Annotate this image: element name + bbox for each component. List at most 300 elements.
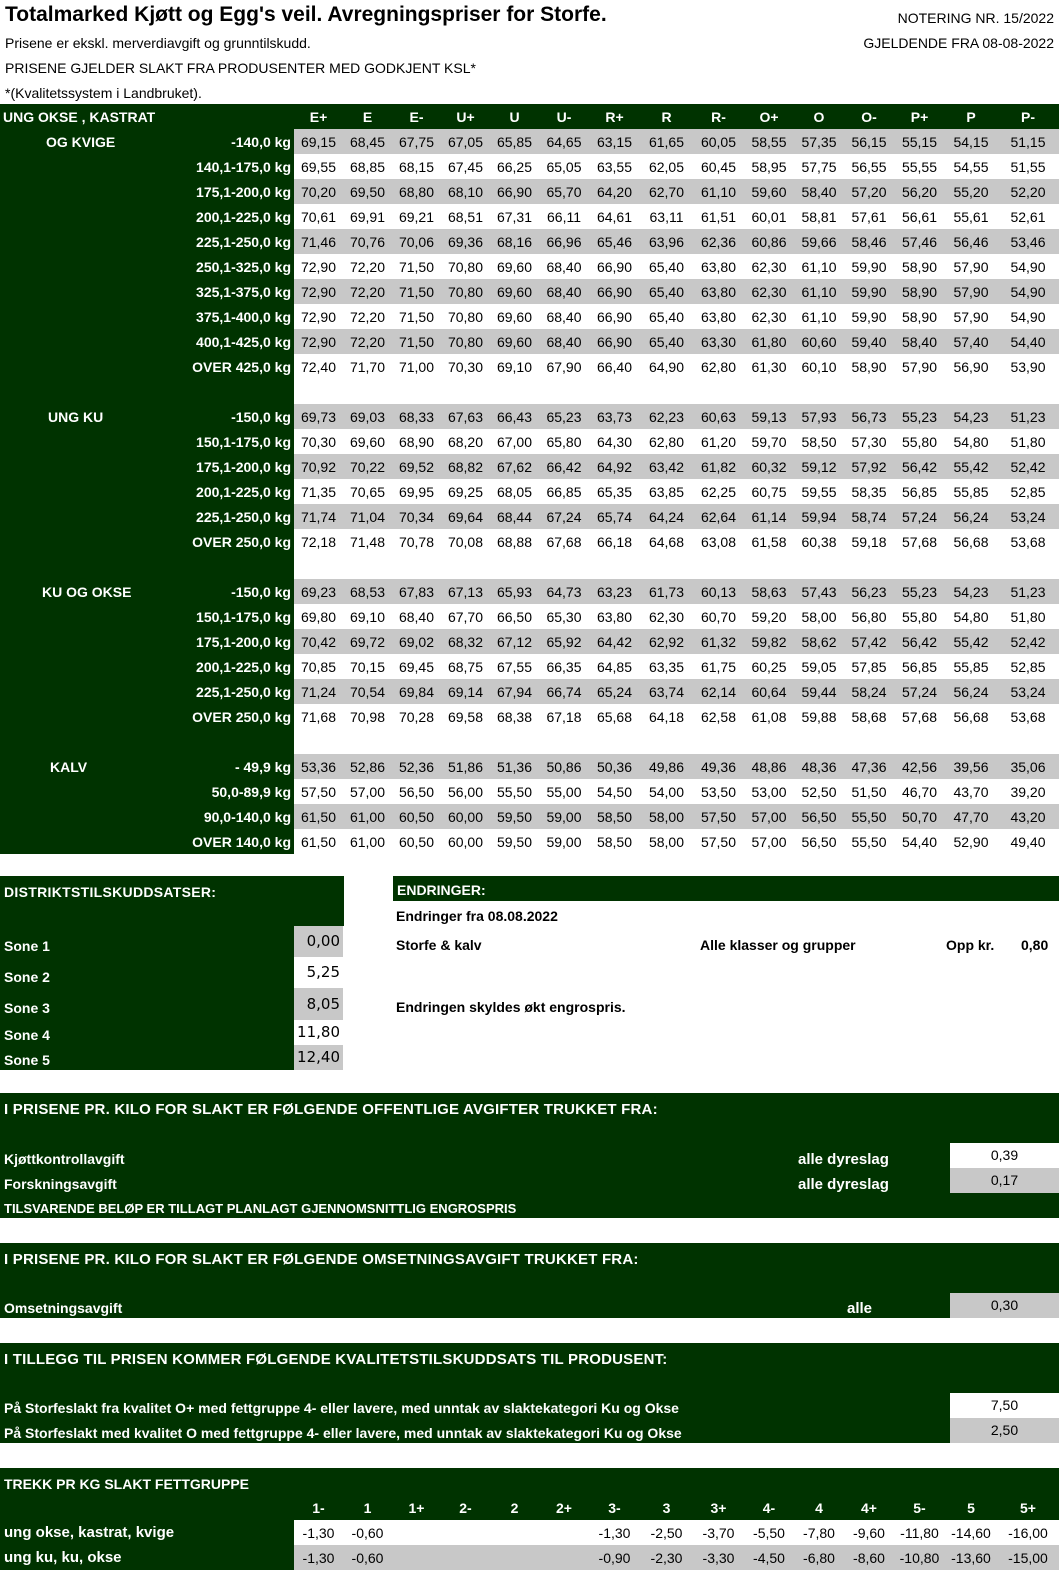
price-cell: 58,74 <box>844 504 894 529</box>
first-category-header: UNG OKSE , KASTRAT <box>0 104 294 129</box>
quality-subsidy-value-oplus: 7,50 <box>950 1393 1059 1418</box>
deduction-cell: -2,50 <box>640 1520 693 1545</box>
deduction-cell: -0,60 <box>343 1545 392 1570</box>
fee-value-kjottkontroll: 0,39 <box>950 1143 1059 1168</box>
weight-class-label: -140,0 kg <box>231 133 291 150</box>
public-fees-section <box>0 1093 1059 1218</box>
price-cell: 59,18 <box>844 529 894 554</box>
price-cell: 66,11 <box>539 204 589 229</box>
price-cell: 72,20 <box>343 329 392 354</box>
price-cell: 71,46 <box>294 229 343 254</box>
zone-label: Sone 1 <box>4 938 50 954</box>
price-cell: 55,55 <box>894 154 945 179</box>
price-cell: 69,72 <box>343 629 392 654</box>
price-cell: 70,80 <box>441 329 490 354</box>
price-cell: 62,30 <box>744 279 794 304</box>
price-cell: 62,64 <box>693 504 744 529</box>
price-cell: 58,24 <box>844 679 894 704</box>
endringer-title: ENDRINGER: <box>393 876 1059 901</box>
price-row <box>0 529 1059 554</box>
price-cell: 42,56 <box>894 754 945 779</box>
price-cell: 68,40 <box>539 304 589 329</box>
price-cell: 53,90 <box>997 354 1059 379</box>
grade-column-header: P <box>945 104 997 129</box>
deduction-cell <box>392 1545 441 1570</box>
price-cell: 53,24 <box>997 679 1059 704</box>
price-row <box>0 804 1059 829</box>
price-cell: 72,20 <box>343 279 392 304</box>
price-cell: 60,63 <box>693 404 744 429</box>
price-cell: 62,25 <box>693 479 744 504</box>
price-cell: 61,73 <box>640 579 693 604</box>
price-cell: 49,36 <box>693 754 744 779</box>
fat-deduction-header <box>0 1468 1059 1495</box>
price-cell: 67,05 <box>441 129 490 154</box>
district-subsidy-box <box>0 876 344 1070</box>
price-cell: 70,34 <box>392 504 441 529</box>
price-row <box>0 504 1059 529</box>
price-cell: 68,82 <box>441 454 490 479</box>
price-cell: 67,00 <box>490 429 539 454</box>
price-cell: 60,25 <box>744 654 794 679</box>
grade-column-header: R- <box>693 104 744 129</box>
subtitle-ksl-note: *(Kvalitetssystem i Landbruket). <box>5 85 202 101</box>
price-cell: 65,92 <box>539 629 589 654</box>
price-cell: 60,70 <box>693 604 744 629</box>
price-cell: 57,68 <box>894 529 945 554</box>
grade-column-header: R+ <box>589 104 640 129</box>
price-cell: 60,32 <box>744 454 794 479</box>
price-cell: 66,50 <box>490 604 539 629</box>
price-cell: 55,80 <box>894 604 945 629</box>
price-cell: 56,23 <box>844 579 894 604</box>
price-cell: 58,50 <box>794 429 844 454</box>
price-cell: 53,24 <box>997 504 1059 529</box>
price-cell: 61,50 <box>294 829 343 854</box>
price-cell: 70,65 <box>343 479 392 504</box>
price-cell: 54,00 <box>640 779 693 804</box>
price-table <box>0 104 1059 879</box>
price-cell: 63,55 <box>589 154 640 179</box>
price-cell: 68,90 <box>392 429 441 454</box>
price-cell: 61,10 <box>794 279 844 304</box>
price-cell: 68,53 <box>343 579 392 604</box>
price-cell: 70,06 <box>392 229 441 254</box>
price-cell: 69,91 <box>343 204 392 229</box>
fat-group-header: 5- <box>894 1495 945 1520</box>
quality-subsidy-label-oplus: På Storfeslakt fra kvalitet O+ med fettgruppe 4- eller lavere, med unntak av slaktekategori Ku og Okse <box>4 1400 679 1416</box>
price-cell: 70,78 <box>392 529 441 554</box>
price-cell: 70,85 <box>294 654 343 679</box>
price-cell: 70,22 <box>343 454 392 479</box>
price-cell: 60,01 <box>744 204 794 229</box>
price-cell: 55,15 <box>894 129 945 154</box>
fat-deduction-title: TREKK PR KG SLAKT FETTGRUPPE <box>4 1476 250 1492</box>
weight-class-label: 325,1-375,0 kg <box>196 283 291 300</box>
price-cell: 68,38 <box>490 704 539 729</box>
price-cell: 65,30 <box>539 604 589 629</box>
price-cell: 57,40 <box>945 329 997 354</box>
fee-note: TILSVARENDE BELØP ER TILLAGT PLANLAGT GJENNOMSNITTLIG ENGROSPRIS <box>4 1201 517 1216</box>
price-cell: 63,30 <box>693 329 744 354</box>
price-cell: 69,73 <box>294 404 343 429</box>
price-cell: 64,20 <box>589 179 640 204</box>
weight-class-label: - 49,9 kg <box>234 758 291 775</box>
price-cell: 56,50 <box>392 779 441 804</box>
fee-scope-forskning: alle dyreslag <box>798 1176 889 1193</box>
price-cell: 51,80 <box>997 604 1059 629</box>
price-cell: 54,90 <box>997 254 1059 279</box>
price-cell: 48,36 <box>794 754 844 779</box>
price-cell: 61,65 <box>640 129 693 154</box>
price-cell: 68,80 <box>392 179 441 204</box>
price-cell: 62,92 <box>640 629 693 654</box>
price-cell: 67,62 <box>490 454 539 479</box>
price-row <box>0 429 1059 454</box>
price-row <box>0 704 1059 729</box>
price-row <box>0 254 1059 279</box>
deduction-cell: -3,70 <box>693 1520 744 1545</box>
category-label: OG KVIGE <box>46 134 116 150</box>
price-cell: 55,50 <box>844 829 894 854</box>
weight-class-label: 250,1-325,0 kg <box>196 258 291 275</box>
grade-column-header: P- <box>997 104 1059 129</box>
price-cell: 52,85 <box>997 654 1059 679</box>
weight-class-label: 150,1-175,0 kg <box>196 608 291 625</box>
price-cell: 56,90 <box>945 354 997 379</box>
price-cell: 72,18 <box>294 529 343 554</box>
price-row <box>0 154 1059 179</box>
deduction-cell: -11,80 <box>894 1520 945 1545</box>
grade-column-header: E <box>343 104 392 129</box>
deduction-cell: -5,50 <box>744 1520 794 1545</box>
price-cell: 49,40 <box>997 829 1059 854</box>
price-row <box>0 179 1059 204</box>
public-fees-title: I PRISENE PR. KILO FOR SLAKT ER FØLGENDE OFFENTLIGE AVGIFTER TRUKKET FRA: <box>4 1101 658 1118</box>
price-row <box>0 304 1059 329</box>
deduction-cell: -2,30 <box>640 1545 693 1570</box>
price-cell: 69,14 <box>441 679 490 704</box>
deduction-cell: -0,90 <box>589 1545 640 1570</box>
sales-fee-scope: alle <box>847 1300 873 1317</box>
sales-fee-title: I PRISENE PR. KILO FOR SLAKT ER FØLGENDE OMSETNINGSAVGIFT TRUKKET FRA: <box>4 1251 639 1268</box>
price-cell: 57,00 <box>343 779 392 804</box>
price-cell: 58,81 <box>794 204 844 229</box>
price-cell: 63,85 <box>640 479 693 504</box>
price-cell: 71,74 <box>294 504 343 529</box>
price-cell: 69,10 <box>343 604 392 629</box>
price-cell: 56,15 <box>844 129 894 154</box>
price-cell: 54,50 <box>589 779 640 804</box>
price-table-header-row <box>0 104 1059 129</box>
fat-deduction-row <box>0 1545 1059 1570</box>
price-cell: 62,30 <box>744 254 794 279</box>
price-cell: 68,40 <box>539 329 589 354</box>
price-cell: 67,68 <box>539 529 589 554</box>
price-cell: 62,23 <box>640 404 693 429</box>
sales-fee-label: Omsetningsavgift <box>4 1300 123 1316</box>
category-label: KALV <box>50 759 88 775</box>
price-cell: 68,40 <box>539 279 589 304</box>
fat-group-header: 1- <box>294 1495 343 1520</box>
price-cell: 65,93 <box>490 579 539 604</box>
price-cell: 57,85 <box>844 654 894 679</box>
group-spacer-row <box>0 379 1059 404</box>
price-cell: 66,43 <box>490 404 539 429</box>
price-cell: 54,23 <box>945 579 997 604</box>
price-cell: 54,80 <box>945 604 997 629</box>
price-cell: 55,23 <box>894 404 945 429</box>
deduction-cell: -10,80 <box>894 1545 945 1570</box>
price-row <box>0 654 1059 679</box>
sales-fee-value: 0,30 <box>950 1293 1059 1318</box>
fat-group-header: 3 <box>640 1495 693 1520</box>
price-cell: 52,42 <box>997 454 1059 479</box>
price-cell: 70,80 <box>441 304 490 329</box>
price-cell: 68,10 <box>441 179 490 204</box>
price-cell: 58,00 <box>794 604 844 629</box>
price-cell: 53,50 <box>693 779 744 804</box>
price-cell: 55,85 <box>945 479 997 504</box>
price-cell: 61,80 <box>744 329 794 354</box>
price-cell: 69,60 <box>490 329 539 354</box>
price-cell: 57,75 <box>794 154 844 179</box>
price-cell: 65,40 <box>640 329 693 354</box>
price-cell: 60,00 <box>441 829 490 854</box>
price-cell: 50,36 <box>589 754 640 779</box>
price-cell: 64,61 <box>589 204 640 229</box>
valid-from-date: GJELDENDE FRA 08-08-2022 <box>863 35 1054 51</box>
price-cell: 55,20 <box>945 179 997 204</box>
weight-class-label: OVER 425,0 kg <box>192 358 291 375</box>
price-cell: 56,50 <box>794 829 844 854</box>
price-cell: 39,20 <box>997 779 1059 804</box>
endringer-scope: Alle klasser og grupper <box>700 937 856 953</box>
price-cell: 51,55 <box>997 154 1059 179</box>
price-row <box>0 129 1059 154</box>
price-cell: 72,20 <box>343 304 392 329</box>
price-cell: 66,35 <box>539 654 589 679</box>
price-cell: 65,74 <box>589 504 640 529</box>
price-cell: 68,88 <box>490 529 539 554</box>
price-cell: 65,35 <box>589 479 640 504</box>
price-cell: 57,68 <box>894 704 945 729</box>
price-cell: 71,50 <box>392 304 441 329</box>
price-cell: 64,90 <box>640 354 693 379</box>
deduction-cell: -1,30 <box>294 1545 343 1570</box>
price-cell: 65,85 <box>490 129 539 154</box>
price-row <box>0 604 1059 629</box>
price-cell: 58,40 <box>794 179 844 204</box>
price-cell: 71,04 <box>343 504 392 529</box>
price-cell: 53,46 <box>997 229 1059 254</box>
deduction-cell: -6,80 <box>794 1545 844 1570</box>
price-cell: 64,42 <box>589 629 640 654</box>
price-cell: 62,36 <box>693 229 744 254</box>
price-cell: 64,18 <box>640 704 693 729</box>
price-cell: 57,61 <box>844 204 894 229</box>
price-cell: 59,00 <box>539 829 589 854</box>
price-cell: 61,50 <box>294 804 343 829</box>
price-cell: 57,43 <box>794 579 844 604</box>
price-cell: 58,00 <box>640 829 693 854</box>
animal-category-label: ung ku, ku, okse <box>0 1545 294 1570</box>
price-cell: 50,86 <box>539 754 589 779</box>
deduction-cell: -8,60 <box>844 1545 894 1570</box>
price-cell: 70,20 <box>294 179 343 204</box>
price-cell: 61,75 <box>693 654 744 679</box>
category-label: KU OG OKSE <box>42 584 132 600</box>
price-cell: 71,70 <box>343 354 392 379</box>
price-cell: 66,40 <box>589 354 640 379</box>
endringer-date: Endringer fra 08.08.2022 <box>396 908 558 924</box>
zone-value: 0,00 <box>294 926 343 957</box>
price-cell: 66,42 <box>539 454 589 479</box>
subtitle-ksl: PRISENE GJELDER SLAKT FRA PRODUSENTER MED GODKJENT KSL* <box>5 60 476 76</box>
price-cell: 59,12 <box>794 454 844 479</box>
price-cell: 68,75 <box>441 654 490 679</box>
weight-class-label: 225,1-250,0 kg <box>196 508 291 525</box>
price-cell: 58,35 <box>844 479 894 504</box>
deduction-cell: -16,00 <box>997 1520 1059 1545</box>
zone-value: 12,40 <box>294 1045 343 1070</box>
price-cell: 69,15 <box>294 129 343 154</box>
fat-group-header: 5 <box>945 1495 997 1520</box>
price-cell: 62,80 <box>693 354 744 379</box>
price-cell: 61,10 <box>794 254 844 279</box>
price-cell: 51,36 <box>490 754 539 779</box>
weight-class-label: OVER 250,0 kg <box>192 708 291 725</box>
price-cell: 54,90 <box>997 279 1059 304</box>
price-cell: 57,90 <box>945 279 997 304</box>
category-label: UNG KU <box>48 409 104 425</box>
grade-column-header: O- <box>844 104 894 129</box>
price-cell: 43,20 <box>997 804 1059 829</box>
fat-group-header: 4+ <box>844 1495 894 1520</box>
notering-number: NOTERING NR. 15/2022 <box>897 10 1054 26</box>
weight-class-label: 375,1-400,0 kg <box>196 308 291 325</box>
price-cell: 47,36 <box>844 754 894 779</box>
price-cell: 69,52 <box>392 454 441 479</box>
price-cell: 65,80 <box>539 429 589 454</box>
deduction-cell: -0,60 <box>343 1520 392 1545</box>
fat-group-header: 1+ <box>392 1495 441 1520</box>
price-cell: 68,40 <box>539 254 589 279</box>
deduction-cell: -9,60 <box>844 1520 894 1545</box>
price-cell: 60,86 <box>744 229 794 254</box>
price-cell: 61,32 <box>693 629 744 654</box>
price-cell: 60,50 <box>392 804 441 829</box>
weight-class-label: -150,0 kg <box>231 408 291 425</box>
price-cell: 62,14 <box>693 679 744 704</box>
price-cell: 59,88 <box>794 704 844 729</box>
price-cell: 59,60 <box>744 179 794 204</box>
price-cell: 63,80 <box>693 254 744 279</box>
price-cell: 62,05 <box>640 154 693 179</box>
endringer-direction: Opp kr. <box>946 937 995 953</box>
price-cell: 54,23 <box>945 404 997 429</box>
price-cell: 60,75 <box>744 479 794 504</box>
price-cell: 52,86 <box>343 754 392 779</box>
price-cell: 69,55 <box>294 154 343 179</box>
price-cell: 56,55 <box>844 154 894 179</box>
price-cell: 59,50 <box>490 829 539 854</box>
price-cell: 65,40 <box>640 304 693 329</box>
grade-column-header: E- <box>392 104 441 129</box>
subtitle-vat: Prisene er ekskl. merverdiavgift og grunntilskudd. <box>5 35 311 51</box>
price-cell: 57,50 <box>693 804 744 829</box>
price-cell: 57,50 <box>693 829 744 854</box>
price-cell: 71,68 <box>294 704 343 729</box>
price-cell: 65,05 <box>539 154 589 179</box>
price-cell: 46,70 <box>894 779 945 804</box>
weight-class-label: 225,1-250,0 kg <box>196 683 291 700</box>
price-cell: 64,24 <box>640 504 693 529</box>
price-cell: 70,92 <box>294 454 343 479</box>
quality-subsidy-label-o: På Storfeslakt med kvalitet O med fettgruppe 4- eller lavere, med unntak av slaktekategori Ku og Okse <box>4 1425 682 1441</box>
weight-class-label: 50,0-89,9 kg <box>211 783 291 800</box>
price-cell: 61,10 <box>693 179 744 204</box>
price-cell: 35,06 <box>997 754 1059 779</box>
price-cell: 57,00 <box>744 829 794 854</box>
price-cell: 68,45 <box>343 129 392 154</box>
price-cell: 69,45 <box>392 654 441 679</box>
fat-deduction-row <box>0 1520 1059 1545</box>
price-row <box>0 354 1059 379</box>
price-cell: 68,40 <box>392 604 441 629</box>
price-cell: 67,24 <box>539 504 589 529</box>
price-row <box>0 754 1059 779</box>
price-cell: 59,70 <box>744 429 794 454</box>
weight-class-label: 225,1-250,0 kg <box>196 233 291 250</box>
zone-label: Sone 3 <box>4 1000 50 1016</box>
price-cell: 67,63 <box>441 404 490 429</box>
price-cell: 57,35 <box>794 129 844 154</box>
price-cell: 60,05 <box>693 129 744 154</box>
price-cell: 68,44 <box>490 504 539 529</box>
price-cell: 57,20 <box>844 179 894 204</box>
price-cell: 54,40 <box>894 829 945 854</box>
price-cell: 60,10 <box>794 354 844 379</box>
price-cell: 70,98 <box>343 704 392 729</box>
price-cell: 67,70 <box>441 604 490 629</box>
price-cell: 59,90 <box>844 304 894 329</box>
price-cell: 63,11 <box>640 204 693 229</box>
endringer-amount: 0,80 <box>1021 937 1049 953</box>
price-cell: 67,18 <box>539 704 589 729</box>
price-cell: 48,86 <box>744 754 794 779</box>
price-cell: 71,35 <box>294 479 343 504</box>
price-cell: 69,50 <box>343 179 392 204</box>
price-cell: 69,10 <box>490 354 539 379</box>
price-cell: 65,70 <box>539 179 589 204</box>
fat-deduction-table <box>0 1495 1059 1570</box>
price-cell: 69,21 <box>392 204 441 229</box>
price-row <box>0 454 1059 479</box>
weight-class-label: 175,1-200,0 kg <box>196 633 291 650</box>
price-row <box>0 579 1059 604</box>
price-cell: 61,08 <box>744 704 794 729</box>
weight-class-label: 175,1-200,0 kg <box>196 183 291 200</box>
price-cell: 56,68 <box>945 529 997 554</box>
price-cell: 69,60 <box>490 279 539 304</box>
price-cell: 47,70 <box>945 804 997 829</box>
price-cell: 62,80 <box>640 429 693 454</box>
price-row <box>0 479 1059 504</box>
price-cell: 59,44 <box>794 679 844 704</box>
zone-label: Sone 2 <box>4 969 50 985</box>
price-cell: 56,85 <box>894 654 945 679</box>
